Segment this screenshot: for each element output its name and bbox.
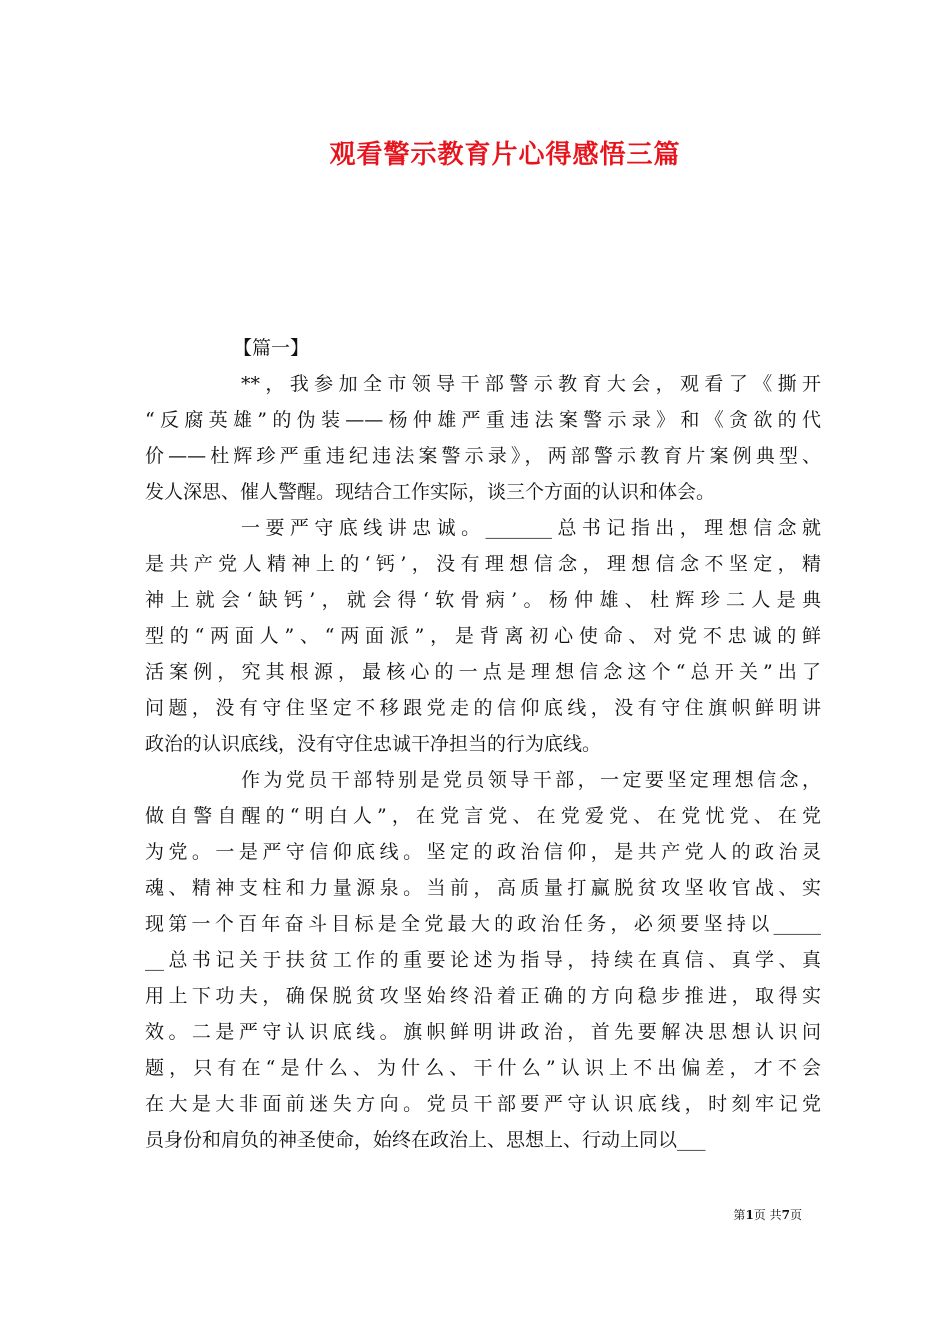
paragraph-line: “反腐英雄”的伪装——杨仲雄严重违法案警示录》和《贪欲的代 xyxy=(145,409,821,431)
document-title: 观看警示教育片心得感悟三篇 xyxy=(329,140,681,170)
paragraph-line: 在大是大非面前迷失方向。党员干部要严守认识底线，时刻牢记党 xyxy=(145,1093,821,1115)
paragraph-line: 效。二是严守认识底线。旗帜鲜明讲政治，首先要解决思想认识问 xyxy=(145,1021,821,1043)
paragraph-line: 政治的认识底线，没有守住忠诚干净担当的行为底线。 xyxy=(145,733,602,755)
paragraph-line: 现第一个百年奋斗目标是全党最大的政治任务，必须要坚持以_____ xyxy=(145,913,821,935)
paragraph-line: 魂、精神支柱和力量源泉。当前，高质量打赢脱贫攻坚收官战、实 xyxy=(145,877,821,899)
paragraph-line: 问题，没有守住坚定不移跟党走的信仰底线，没有守住旗帜鲜明讲 xyxy=(145,697,821,719)
paragraph-line: 为党。一是严守信仰底线。坚定的政治信仰，是共产党人的政治灵 xyxy=(145,841,821,863)
footer-current-page: 1 xyxy=(745,1208,754,1222)
footer-middle: 页 共 xyxy=(753,1208,782,1222)
paragraph-line: 一要严守底线讲忠诚。_______总书记指出，理想信念就 xyxy=(241,517,821,539)
footer-prefix: 第 xyxy=(733,1208,746,1222)
paragraph-line: 型的“两面人”、“两面派”，是背离初心使命、对党不忠诚的鲜 xyxy=(145,625,821,647)
section-label: 【篇一】 xyxy=(233,337,310,359)
paragraph-line: 员身份和肩负的神圣使命，始终在政治上、思想上、行动上同以___ xyxy=(145,1129,706,1151)
paragraph-container xyxy=(145,366,821,1158)
paragraph-line: **，我参加全市领导干部警示教育大会，观看了《撕开 xyxy=(241,373,821,395)
paragraph-line: 做自警自醒的“明白人”，在党言党、在党爱党、在党忧党、在党 xyxy=(145,805,821,827)
paragraph xyxy=(145,510,821,762)
paragraph-line: 发人深思、催人警醒。现结合工作实际，谈三个方面的认识和体会。 xyxy=(145,481,716,503)
paragraph-line: 活案例，究其根源，最核心的一点是理想信念这个“总开关”出了 xyxy=(145,661,821,683)
paragraph-line: __总书记关于扶贫工作的重要论述为指导，持续在真信、真学、真 xyxy=(145,949,821,971)
paragraph-line: 是共产党人精神上的‘钙’，没有理想信念，理想信念不坚定，精 xyxy=(145,553,821,575)
page-footer xyxy=(733,1206,802,1223)
paragraph xyxy=(145,366,821,510)
paragraph-line: 用上下功夫，确保脱贫攻坚始终沿着正确的方向稳步推进，取得实 xyxy=(145,985,821,1007)
document-body xyxy=(145,330,821,1158)
paragraph-line: 题，只有在“是什么、为什么、干什么”认识上不出偏差，才不会 xyxy=(145,1057,821,1079)
paragraph xyxy=(145,762,821,1158)
footer-total-pages: 7 xyxy=(781,1208,790,1222)
footer-suffix: 页 xyxy=(789,1208,802,1222)
paragraph-line: 神上就会‘缺钙’，就会得‘软骨病’。杨仲雄、杜辉珍二人是典 xyxy=(145,589,821,611)
paragraph-line: 作为党员干部特别是党员领导干部，一定要坚定理想信念， xyxy=(241,769,821,791)
paragraph-line: 价——杜辉珍严重违纪违法案警示录》，两部警示教育片案例典型、 xyxy=(145,445,821,467)
